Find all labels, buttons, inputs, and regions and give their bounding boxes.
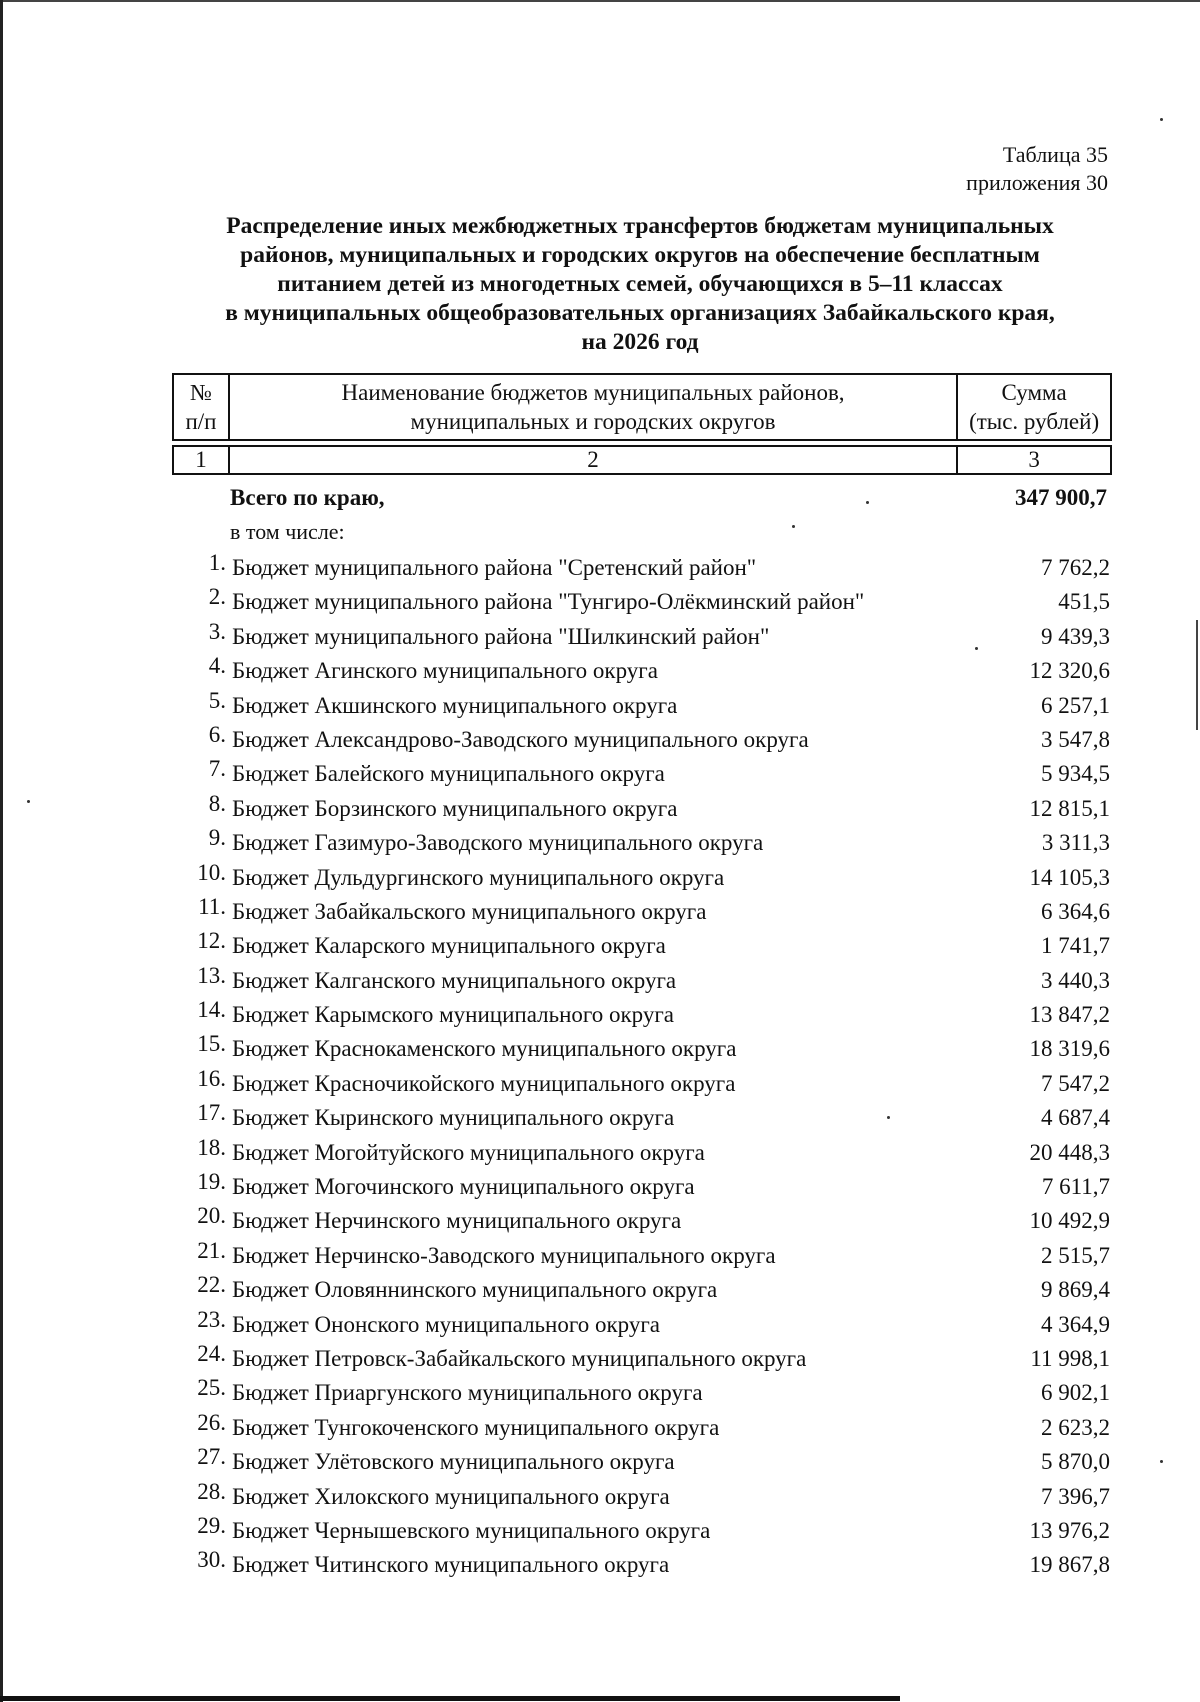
row-amount: 3 311,3 [1041, 830, 1110, 856]
table-row [170, 964, 1110, 998]
header-num-line2: п/п [185, 409, 217, 434]
scan-edge-bottom [0, 1696, 900, 1701]
table-row [170, 792, 1110, 826]
row-amount: 6 364,6 [1041, 898, 1110, 924]
row-amount: 12 815,1 [1029, 795, 1110, 821]
title-line: районов, муниципальных и городских округов на обеспечение бесплатным [240, 242, 1040, 268]
row-budget-name: Бюджет Чернышевского муниципального округа [232, 1517, 711, 1543]
header-name-line2: муниципальных и городских округов [410, 409, 776, 434]
row-amount: 6 257,1 [1041, 692, 1110, 718]
row-amount: 13 847,2 [1029, 1002, 1110, 1028]
scan-speck [27, 800, 30, 803]
row-number: 7. [208, 756, 226, 782]
table-row [170, 1239, 1110, 1273]
table-row [170, 1548, 1110, 1582]
table-row [170, 1101, 1110, 1135]
row-budget-name: Бюджет Нерчинского муниципального округа [232, 1208, 682, 1234]
table-row [170, 689, 1110, 723]
row-budget-name: Бюджет Дульдургинского муниципального округа [232, 864, 725, 890]
row-amount: 1 741,7 [1041, 933, 1110, 959]
row-amount: 19 867,8 [1029, 1552, 1110, 1578]
header-sum-line1: Сумма [1001, 380, 1067, 405]
table-row [170, 861, 1110, 895]
row-amount: 13 976,2 [1029, 1517, 1110, 1543]
row-budget-name: Бюджет Могойтуйского муниципального округа [232, 1139, 705, 1165]
table-row [170, 1170, 1110, 1204]
row-budget-name: Бюджет Карымского муниципального округа [232, 1002, 675, 1028]
row-number: 25. [197, 1375, 226, 1401]
row-amount: 20 448,3 [1029, 1139, 1110, 1165]
row-number: 30. [197, 1547, 226, 1573]
row-number: 28. [197, 1478, 226, 1504]
row-budget-name: Бюджет Кыринского муниципального округа [232, 1105, 675, 1131]
row-amount: 6 902,1 [1041, 1380, 1110, 1406]
row-amount: 3 547,8 [1041, 726, 1110, 752]
title-line: на 2026 год [581, 329, 699, 355]
header-num-line1: № [189, 380, 212, 405]
title-line: питанием детей из многодетных семей, обучающихся в 5–11 классах [277, 271, 1003, 297]
row-amount: 14 105,3 [1029, 864, 1110, 890]
table-row [170, 620, 1110, 654]
row-amount: 5 870,0 [1041, 1449, 1110, 1475]
table-row [170, 1376, 1110, 1410]
row-number: 24. [197, 1340, 226, 1366]
row-budget-name: Бюджет Тунгокоченского муниципального округа [232, 1414, 720, 1440]
row-number: 10. [197, 859, 226, 885]
table-row [170, 551, 1110, 585]
row-budget-name: Бюджет Акшинского муниципального округа [232, 692, 678, 718]
row-budget-name: Бюджет Оловяннинского муниципального округа [232, 1277, 718, 1303]
row-budget-name: Бюджет Нерчинско-Заводского муниципального округа [232, 1242, 776, 1268]
table-caption-number: Таблица 35 [1002, 142, 1108, 167]
table-row [170, 929, 1110, 963]
row-amount: 3 440,3 [1041, 967, 1110, 993]
row-amount: 7 547,2 [1041, 1070, 1110, 1096]
table-row [170, 757, 1110, 791]
budget-list [170, 551, 1110, 1583]
row-amount: 7 611,7 [1041, 1174, 1110, 1200]
scan-edge-right [1196, 620, 1198, 730]
row-number: 27. [197, 1444, 226, 1470]
row-budget-name: Бюджет Приаргунского муниципального округа [232, 1380, 703, 1406]
row-number: 15. [197, 1031, 226, 1057]
row-budget-name: Бюджет муниципального района "Сретенский район" [232, 555, 757, 580]
row-amount: 4 687,4 [1041, 1105, 1110, 1131]
row-amount: 11 998,1 [1030, 1345, 1110, 1371]
row-number: 4. [208, 653, 226, 679]
header-num-cell [173, 374, 229, 440]
table-row [170, 1445, 1110, 1479]
row-budget-name: Бюджет Ононского муниципального округа [232, 1311, 660, 1337]
row-amount: 12 320,6 [1029, 658, 1110, 684]
row-budget-name: Бюджет Агинского муниципального округа [232, 658, 658, 684]
table-caption-appendix: приложения 30 [966, 170, 1108, 195]
row-budget-name: Бюджет Улётовского муниципального округа [232, 1449, 675, 1475]
table-row [170, 826, 1110, 860]
row-budget-name: Бюджет Каларского муниципального округа [232, 933, 666, 959]
table-row [170, 1067, 1110, 1101]
table-row [170, 1032, 1110, 1066]
table-row [170, 654, 1110, 688]
title-line: в муниципальных общеобразовательных организациях Забайкальского края, [225, 300, 1055, 326]
row-number: 21. [197, 1237, 226, 1263]
table-row [170, 895, 1110, 929]
row-amount: 9 869,4 [1041, 1277, 1110, 1303]
row-budget-name: Бюджет муниципального района "Тунгиро-Олёкминский район" [232, 589, 865, 615]
row-number: 5. [208, 687, 226, 713]
scan-speck [1160, 1460, 1163, 1463]
row-budget-name: Бюджет муниципального района "Шилкинский район" [232, 623, 770, 649]
scan-edge-top [0, 0, 1200, 2]
row-number: 1. [208, 550, 226, 575]
total-value: 347 900,7 [1015, 485, 1107, 510]
column-number-1: 1 [173, 446, 229, 474]
row-amount: 10 492,9 [1029, 1208, 1110, 1234]
table-row [170, 1273, 1110, 1307]
row-budget-name: Бюджет Балейского муниципального округа [232, 761, 665, 787]
header-sum-cell [957, 374, 1111, 440]
row-budget-name: Бюджет Хилокского муниципального округа [232, 1483, 670, 1509]
table-header [172, 373, 1112, 475]
table-row [170, 585, 1110, 619]
table-row [170, 1204, 1110, 1238]
row-budget-name: Бюджет Краснокаменского муниципального округа [232, 1036, 737, 1062]
row-number: 9. [208, 825, 226, 851]
row-budget-name: Бюджет Забайкальского муниципального округа [232, 898, 707, 924]
row-budget-name: Бюджет Борзинского муниципального округа [232, 795, 678, 821]
scan-speck [1160, 118, 1163, 121]
row-number: 8. [208, 790, 226, 816]
row-budget-name: Бюджет Газимуро-Заводского муниципального округа [232, 830, 764, 856]
row-amount: 7 396,7 [1041, 1483, 1110, 1509]
header-sum-line2: (тыс. рублей) [969, 409, 1100, 434]
row-budget-name: Бюджет Могочинского муниципального округа [232, 1174, 695, 1200]
row-budget-name: Бюджет Петровск-Забайкальского муниципального округа [232, 1345, 807, 1371]
row-budget-name: Бюджет Калганского муниципального округа [232, 967, 677, 993]
row-amount: 9 439,3 [1041, 623, 1110, 649]
row-number: 29. [197, 1512, 226, 1538]
row-amount: 18 319,6 [1029, 1036, 1110, 1062]
row-amount: 451,5 [1058, 589, 1110, 615]
row-number: 12. [197, 928, 226, 954]
row-amount: 7 762,2 [1041, 555, 1110, 580]
row-amount: 5 934,5 [1041, 761, 1110, 787]
document-title [160, 212, 1120, 357]
table-row [170, 998, 1110, 1032]
table-row [170, 1514, 1110, 1548]
header-name-line1: Наименование бюджетов муниципальных районов, [341, 380, 845, 405]
row-number: 3. [208, 618, 226, 644]
table-row [170, 1480, 1110, 1514]
row-number: 14. [197, 997, 226, 1023]
row-number: 18. [197, 1134, 226, 1160]
table-row [170, 1308, 1110, 1342]
row-number: 20. [197, 1203, 226, 1229]
row-number: 17. [197, 1100, 226, 1126]
row-number: 23. [197, 1306, 226, 1332]
row-number: 2. [208, 584, 226, 610]
table-row [170, 1411, 1110, 1445]
including-label: в том числе: [230, 519, 345, 544]
row-number: 6. [208, 721, 226, 747]
row-amount: 2 623,2 [1041, 1414, 1110, 1440]
row-number: 22. [197, 1272, 226, 1298]
scan-speck [792, 525, 795, 528]
table-row [170, 1136, 1110, 1170]
header-name-cell [229, 374, 957, 440]
row-number: 13. [197, 962, 226, 988]
total-label: Всего по краю, [230, 485, 385, 510]
row-amount: 4 364,9 [1041, 1311, 1110, 1337]
scan-edge-left [0, 0, 3, 1702]
title-line: Распределение иных межбюджетных трансфертов бюджетам муниципальных [226, 213, 1054, 239]
row-amount: 2 515,7 [1041, 1242, 1110, 1268]
column-number-3: 3 [957, 446, 1111, 474]
row-number: 26. [197, 1409, 226, 1435]
row-number: 19. [197, 1169, 226, 1195]
row-budget-name: Бюджет Читинского муниципального округа [232, 1552, 670, 1578]
table-row [170, 1342, 1110, 1376]
row-number: 16. [197, 1065, 226, 1091]
row-budget-name: Бюджет Красночикойского муниципального округа [232, 1070, 736, 1096]
table-row [170, 723, 1110, 757]
row-number: 11. [198, 893, 226, 919]
row-budget-name: Бюджет Александрово-Заводского муниципального округа [232, 726, 809, 752]
column-number-2: 2 [229, 446, 957, 474]
scan-speck [866, 501, 869, 504]
